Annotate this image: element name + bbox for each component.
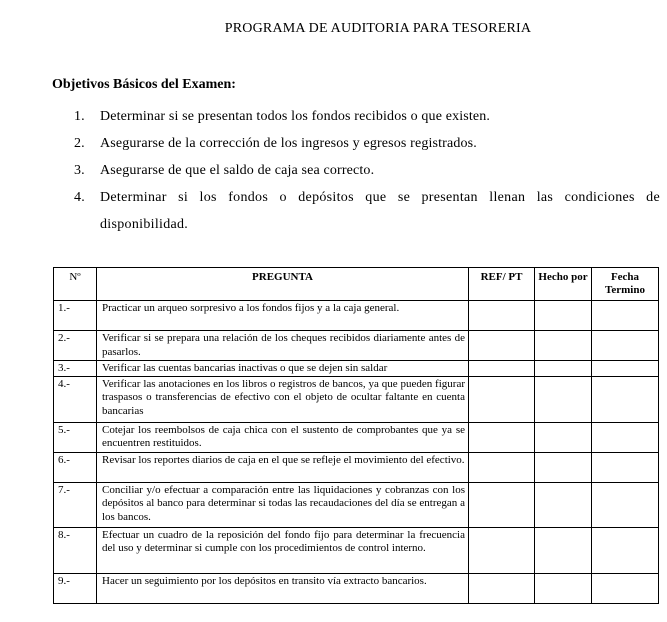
end-date-cell[interactable] xyxy=(592,573,659,603)
ref-cell[interactable] xyxy=(469,301,535,331)
row-question: Hacer un seguimiento por los depósitos en transito vía extracto bancarios. xyxy=(97,573,469,603)
objective-number: 2. xyxy=(74,136,85,151)
objective-item xyxy=(70,103,660,130)
row-number: 1.- xyxy=(54,301,97,331)
document-title: PROGRAMA DE AUDITORIA PARA TESORERIA xyxy=(224,21,532,36)
row-number: 8.- xyxy=(54,527,97,573)
objectives-list xyxy=(70,103,660,238)
table-row xyxy=(54,361,659,377)
objective-text: Asegurarse de que el saldo de caja sea correcto. xyxy=(100,163,375,178)
row-number: 4.- xyxy=(54,376,97,422)
table-row xyxy=(54,331,659,361)
done-by-cell[interactable] xyxy=(535,376,592,422)
objective-item xyxy=(70,157,660,184)
table-header-row xyxy=(54,268,659,301)
done-by-cell[interactable] xyxy=(535,482,592,527)
objective-text: Determinar si los fondos o depósitos que se presentan llenan las condiciones de disponibilidad. xyxy=(100,190,660,232)
done-by-cell[interactable] xyxy=(535,452,592,482)
row-number: 7.- xyxy=(54,482,97,527)
done-by-cell[interactable] xyxy=(535,331,592,361)
end-date-cell[interactable] xyxy=(592,452,659,482)
end-date-cell[interactable] xyxy=(592,482,659,527)
row-number: 6.- xyxy=(54,452,97,482)
done-by-cell[interactable] xyxy=(535,301,592,331)
ref-cell[interactable] xyxy=(469,376,535,422)
end-date-cell[interactable] xyxy=(592,331,659,361)
table-row xyxy=(54,376,659,422)
row-number: 9.- xyxy=(54,573,97,603)
audit-program-table xyxy=(53,267,659,604)
objective-text: Asegurarse de la corrección de los ingresos y egresos registrados. xyxy=(100,136,477,151)
row-number: 2.- xyxy=(54,331,97,361)
row-question: Verificar las cuentas bancarias inactivas o que se dejen sin saldar xyxy=(97,361,469,377)
end-date-cell[interactable] xyxy=(592,376,659,422)
row-question: Revisar los reportes diarios de caja en el que se refleje el movimiento del efectivo. xyxy=(97,452,469,482)
ref-cell[interactable] xyxy=(469,361,535,377)
ref-cell[interactable] xyxy=(469,331,535,361)
ref-cell[interactable] xyxy=(469,422,535,452)
ref-cell[interactable] xyxy=(469,482,535,527)
end-date-cell[interactable] xyxy=(592,422,659,452)
objectives-heading: Objetivos Básicos del Examen: xyxy=(52,77,236,92)
objective-number: 4. xyxy=(74,190,86,205)
row-question: Cotejar los reembolsos de caja chica con el sustento de comprobantes que ya se encuentren restituidos. xyxy=(97,422,469,452)
column-header-ref: REF/ PT xyxy=(469,268,535,301)
row-question: Practicar un arqueo sorpresivo a los fondos fijos y a la caja general. xyxy=(97,301,469,331)
ref-cell[interactable] xyxy=(469,527,535,573)
end-date-cell[interactable] xyxy=(592,361,659,377)
done-by-cell[interactable] xyxy=(535,361,592,377)
end-date-cell[interactable] xyxy=(592,527,659,573)
table-row xyxy=(54,452,659,482)
table-row xyxy=(54,573,659,603)
column-header-end-date: Fecha Termino xyxy=(592,268,659,301)
ref-cell[interactable] xyxy=(469,452,535,482)
ref-cell[interactable] xyxy=(469,573,535,603)
objective-item xyxy=(70,130,660,157)
column-header-question: PREGUNTA xyxy=(97,268,469,301)
row-number: 5.- xyxy=(54,422,97,452)
table-row xyxy=(54,482,659,527)
objective-item xyxy=(70,184,660,238)
objective-text: Determinar si se presentan todos los fondos recibidos o que existen. xyxy=(100,109,491,124)
done-by-cell[interactable] xyxy=(535,573,592,603)
objective-number: 3. xyxy=(74,163,85,178)
row-question: Efectuar un cuadro de la reposición del fondo fijo para determinar la frecuencia del uso y determinar si cumple con los procedimientos de control interno. xyxy=(97,527,469,573)
end-date-cell[interactable] xyxy=(592,301,659,331)
table-row xyxy=(54,301,659,331)
objective-number: 1. xyxy=(74,109,85,124)
row-question: Conciliar y/o efectuar a comparación entre las liquidaciones y cobranzas con los depósitos al banco para determinar si todas las recaudaciones del día se entregan a los bancos. xyxy=(97,482,469,527)
column-header-done-by: Hecho por xyxy=(535,268,592,301)
row-number: 3.- xyxy=(54,361,97,377)
table-row xyxy=(54,422,659,452)
table-row xyxy=(54,527,659,573)
column-header-number: Nº xyxy=(54,268,97,301)
row-question: Verificar las anotaciones en los libros o registros de bancos, ya que pueden figurar traspasos o transferencias de efectivo con el objeto de ocultar faltante en cuenta bancarias xyxy=(97,376,469,422)
done-by-cell[interactable] xyxy=(535,422,592,452)
done-by-cell[interactable] xyxy=(535,527,592,573)
row-question: Verificar si se prepara una relación de los cheques recibidos diariamente antes de pasarlos. xyxy=(97,331,469,361)
